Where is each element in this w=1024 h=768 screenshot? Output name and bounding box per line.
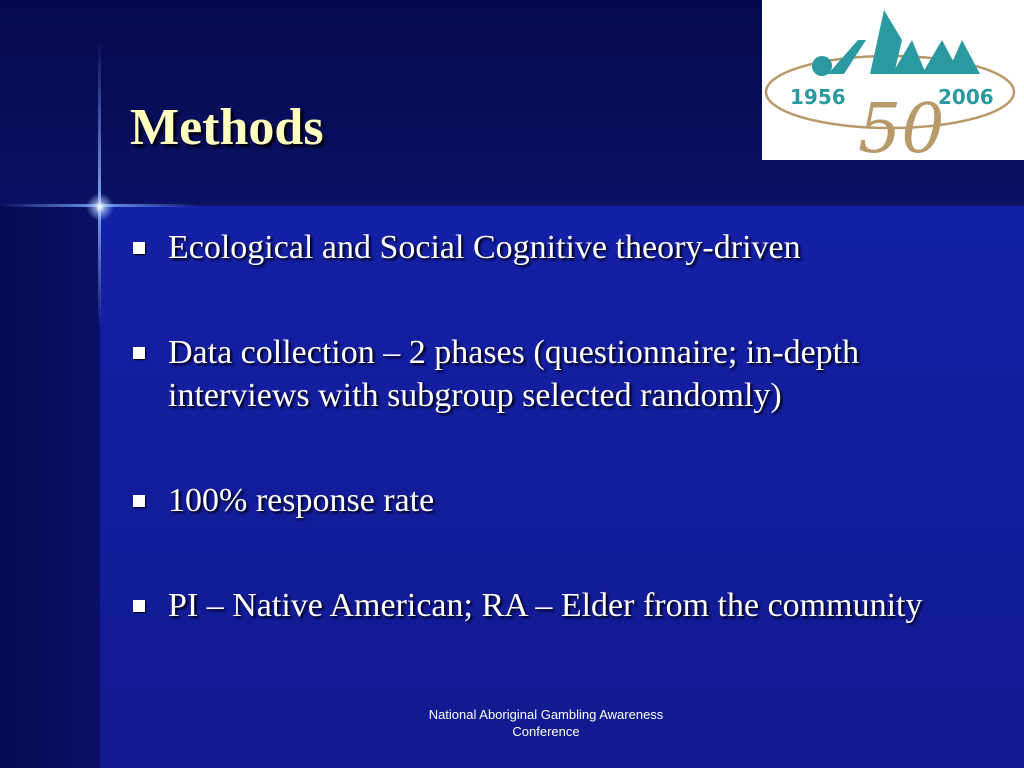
logo-mark-icon [812,10,980,76]
square-bullet-icon [133,495,145,507]
anniversary-logo-icon [762,0,1024,160]
slide-title: Methods [130,99,324,156]
logo [762,0,1024,160]
sparkle-vertical [98,40,101,330]
bullet-text: 100% response rate [168,482,435,519]
square-bullet-icon [133,600,145,612]
bullet-text: PI – Native American; RA – Elder from the community [168,587,923,624]
sparkle-star-icon [86,193,114,221]
logo-anniversary-number: 50 [858,90,945,160]
square-bullet-icon [133,347,145,359]
bullet-item [130,226,990,269]
bullet-item [130,584,990,627]
bullet-item [130,479,990,522]
logo-year-start: 1956 [790,85,846,109]
bullet-item [130,331,990,417]
logo-year-end: 2006 [938,85,994,109]
slide-footer: National Aboriginal Gambling Awareness Conference [428,707,664,739]
bullet-text: Ecological and Social Cognitive theory-driven [168,229,801,266]
bullet-text: Data collection – 2 phases (questionnaire; in-depth interviews with subgroup selected randomly) [168,334,860,414]
square-bullet-icon [133,242,145,254]
bullet-list [130,226,990,627]
